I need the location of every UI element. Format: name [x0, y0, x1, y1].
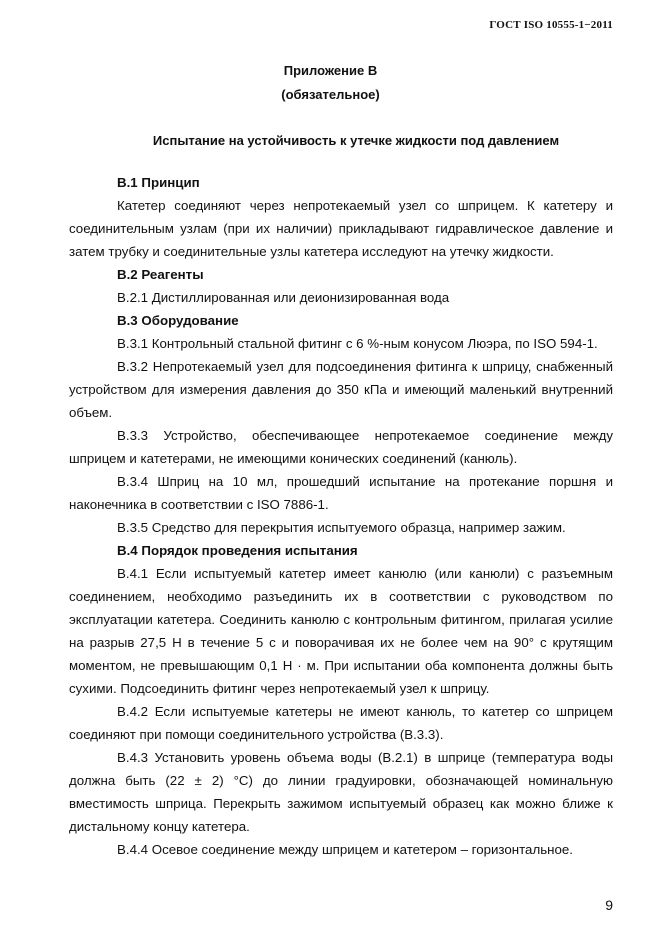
section-heading: В.4 Порядок проведения испытания [117, 543, 358, 558]
paragraph: В.3.1 Контрольный стальной фитинг с 6 %-ным конусом Люэра, по ISO 594-1. [117, 336, 598, 351]
annex-status: (обязательное) [281, 87, 380, 102]
paragraph: В.3.4 Шприц на 10 мл, прошедший испытание на протекание поршня и наконечника в соответствии с ISO 7886-1. [69, 474, 613, 512]
annex-title: Приложение В [283, 63, 378, 78]
section-heading: В.1 Принцип [117, 175, 200, 190]
paragraph: В.4.3 Установить уровень объема воды (В.2.1) в шприце (температура воды должна быть (22 ± 2) °С) до линии градуировки, обозначающей номинальную вместимость шприца. Перекрыть зажимом испытуемый образец как можно ближе к дистальному концу катетера. [69, 750, 613, 834]
section-heading: В.2 Реагенты [117, 267, 204, 282]
section-heading: В.3 Оборудование [117, 313, 239, 328]
paragraph: В.3.5 Средство для перекрытия испытуемого образца, например зажим. [117, 520, 566, 535]
paragraph: В.4.4 Осевое соединение между шприцем и катетером – горизонтальное. [117, 842, 573, 857]
paragraph: В.4.1 Если испытуемый катетер имеет канюлю (или канюли) с разъемным соединением, необходимо разъединить их в соответствии с руководством по эксплуатации катетера. Соединить канюлю с контрольным фитингом, прилагая усилие на разрыв 27,5 Н в течение 5 с и поворачивая их не более чем на 90° с крутящим моментом, не превышающим 0,1 Н · м. При испытании оба компонента должны быть сухими. Подсоединить фитинг через непротекаемый узел к шприцу. [69, 566, 613, 696]
document-header: ГОСТ ISO 10555-1−2011 [489, 19, 613, 31]
page-number: 9 [605, 897, 613, 913]
paragraph: В.3.3 Устройство, обеспечивающее непротекаемое соединение между шприцем и катетерами, не имеющими конических соединений (канюль). [69, 428, 613, 466]
section-title: Испытание на устойчивость к утечке жидкости под давлением [152, 133, 560, 148]
paragraph: В.2.1 Дистиллированная или деионизированная вода [117, 290, 450, 305]
document-body [69, 171, 613, 861]
paragraph: В.4.2 Если испытуемые катетеры не имеют канюль, то катетер со шприцем соединяют при помощи соединительного устройства (В.3.3). [69, 704, 613, 742]
paragraph: Катетер соединяют через непротекаемый узел со шприцем. К катетеру и соединительным узлам (при их наличии) прикладывают гидравлическое давление и затем трубку и соединительные узлы катетера исследуют на утечку жидкости. [69, 198, 613, 259]
paragraph: В.3.2 Непротекаемый узел для подсоединения фитинга к шприцу, снабженный устройством для измерения давления до 350 кПа и имеющий маленький внутренний объем. [69, 359, 613, 420]
